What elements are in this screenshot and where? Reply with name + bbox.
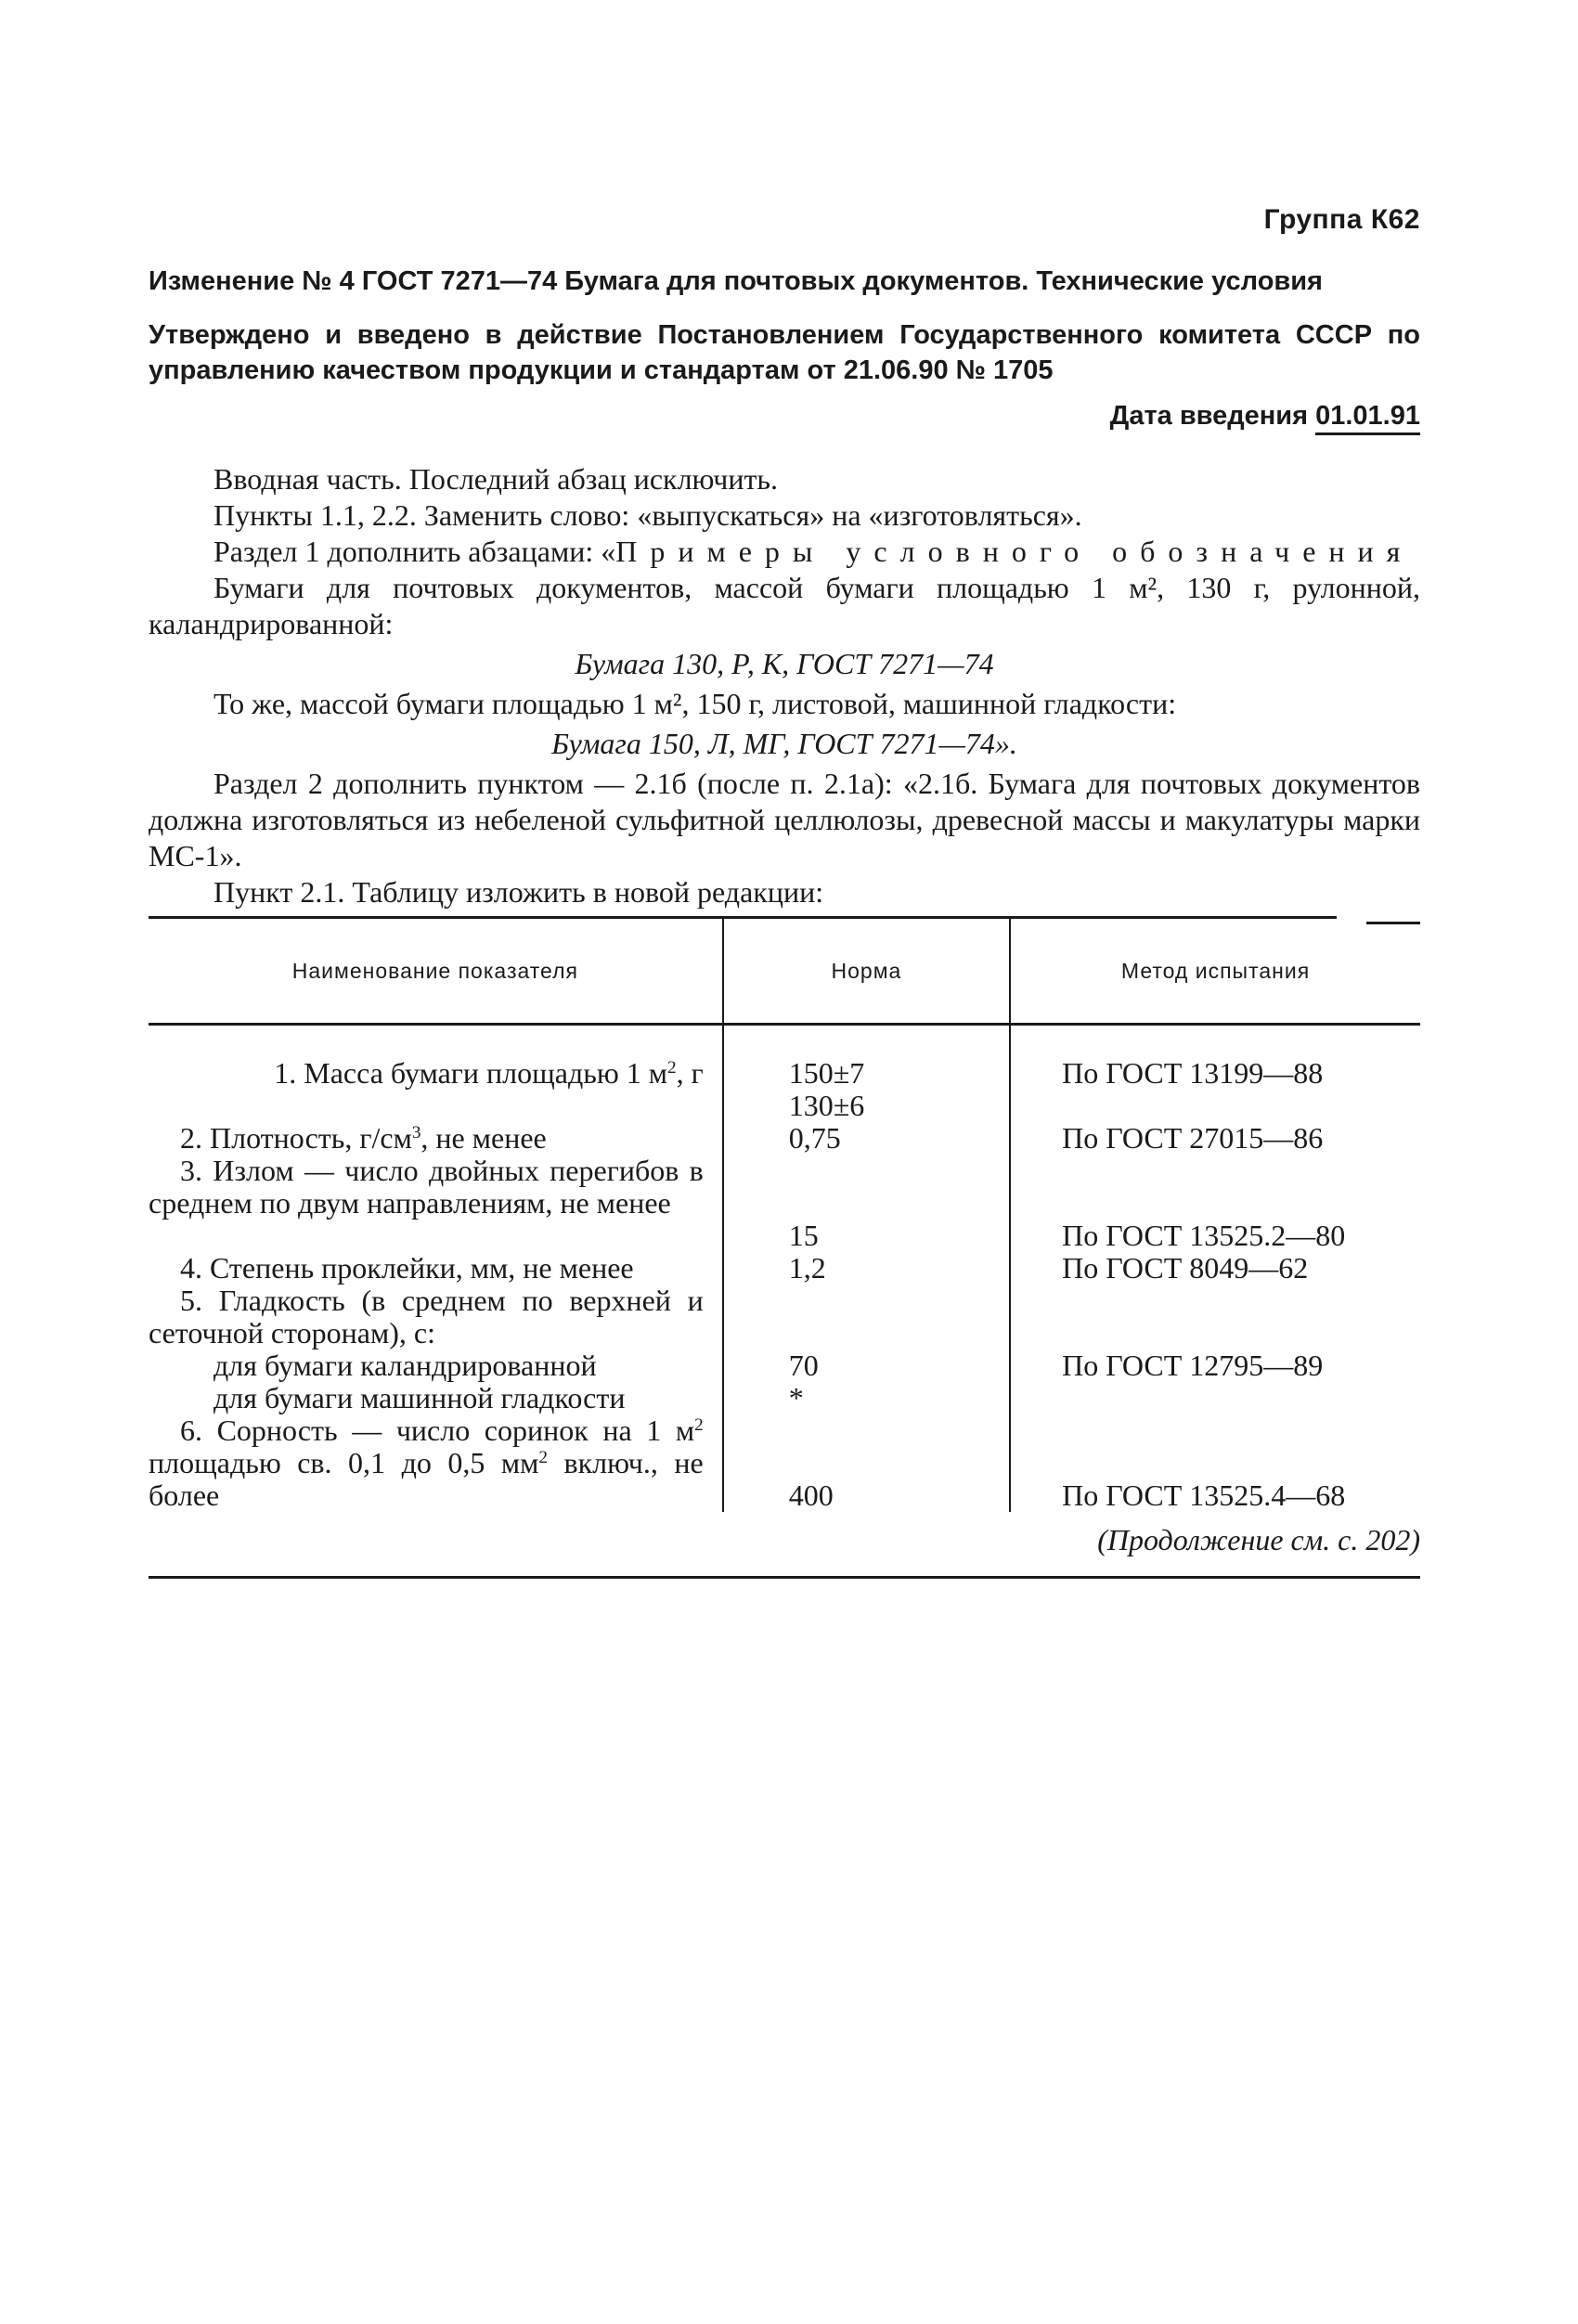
norm-cell [723,1025,1010,1513]
table-header-row [149,919,1420,1025]
effective-date-value: 01.01.91 [1315,401,1420,435]
header-norm: Норма [723,919,1010,1025]
row1-name: 1. Масса бумаги площадью 1 $м^2$, г [274,1056,704,1090]
document-page [149,204,1420,1579]
row5a-method: По ГОСТ 12795—89 [1062,1349,1324,1382]
paragraph-table-intro: Пункт 2.1. Таблицу изложить в новой редакции: [213,875,824,909]
table-row [149,1025,1420,1513]
row6-method: По ГОСТ 13525.4—68 [1062,1478,1346,1512]
effective-date-label: Дата введения [1109,401,1309,431]
group-code: Группа К62 [1263,204,1420,235]
paragraph-example-desc-1: Бумаги для почтовых документов, массой бумаги площадью 1 м², 130 г, рулонной, каландрированной: [149,571,1420,640]
amendment-body [149,461,1420,910]
row5-name: 5. Гладкость (в среднем по верхней и сеточной сторонам), с: [149,1284,704,1349]
effective-date [149,401,1420,432]
row6-name: 6. Сорность — число соринок на 1 $м^2$ площадью св. 0,1 до 0,5 $мм^2$ включ., не более [149,1414,704,1512]
row4-name: 4. Степень проклейки, мм, не менее [180,1251,634,1285]
row5a-name: для бумаги каландрированной [213,1349,597,1382]
amendment-title: Изменение № 4 ГОСТ 7271—74 Бумага для почтовых документов. Технические условия [149,266,1323,296]
row6-norm: 400 [788,1478,834,1512]
approval-statement: Утверждено и введено в действие Постановлением Государственного комитета СССР по управлению качеством продукции и стандартам от 21.06.90 № 1705 [149,320,1420,385]
example-designation-2: Бумага 150, Л, МГ, ГОСТ 7271—74». [551,727,1017,760]
continuation-note: (Продолжение см. с. 202) [1097,1523,1420,1556]
paragraph-section2: Раздел 2 дополнить пунктом — 2.1б (после п. 2.1а): «2.1б. Бумага для почтовых документов должна изготовляться из небеленой сульфитной целлюлозы, древесной массы и макулатуры марки МС-1». [149,767,1420,872]
section1-spaced-heading: Примеры условного обозначения [615,535,1414,568]
example-designation-1: Бумага 130, Р, К, ГОСТ 7271—74 [575,647,994,680]
row1-method: По ГОСТ 13199—88 [1062,1056,1324,1090]
row2-name: 2. Плотность, $г/см^3$, не менее [180,1121,547,1155]
table-top-rule [149,916,1337,919]
header-indicator: Наименование показателя [149,919,723,1025]
row5b-norm: * [788,1381,804,1414]
row2-method: По ГОСТ 27015—86 [1062,1121,1324,1155]
paragraph-points: Пункты 1.1, 2.2. Заменить слово: «выпускаться» на «изготовляться». [213,498,1082,532]
row1-spacer [149,1090,704,1122]
table-top-rule-right [1366,922,1420,924]
row4-norm: 1,2 [788,1251,826,1285]
indicator-cell [149,1025,723,1513]
method-cell [1010,1025,1420,1513]
paragraph-intro: Вводная часть. Последний абзац исключить. [213,462,779,496]
paragraph-section1 [149,534,1420,570]
row5b-name: для бумаги машинной гладкости [213,1381,626,1414]
row4-method: По ГОСТ 8049—62 [1062,1251,1309,1285]
row1-norm-b: 130±6 [788,1089,865,1122]
row5a-norm: 70 [788,1349,819,1382]
header-test-method: Метод испытания [1120,958,1311,983]
specifications-table [149,919,1420,1512]
row1-norm-a: 150±7 [788,1056,865,1090]
row3-method: По ГОСТ 13525.2—80 [1062,1219,1346,1252]
row3-name: 3. Излом — число двойных перегибов в среднем по двум направлениям, не менее [149,1154,704,1220]
row2-norm: 0,75 [788,1121,841,1155]
paragraph-example-desc-2: То же, массой бумаги площадью 1 м², 150 г, листовой, машинной гладкости: [213,687,1177,720]
section1-lead: Раздел 1 дополнить абзацами: « [213,535,616,568]
row3-norm: 15 [788,1219,819,1252]
page-bottom-rule [149,1576,1420,1579]
